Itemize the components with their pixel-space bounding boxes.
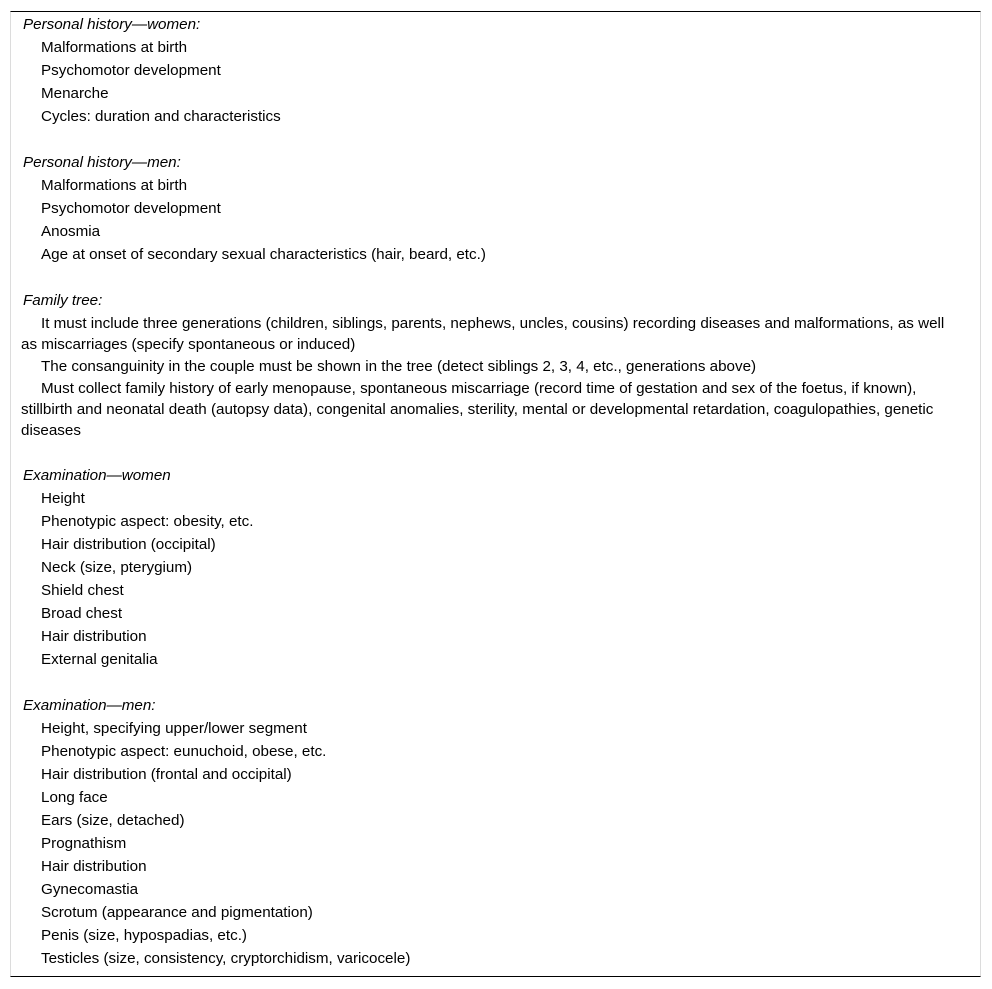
list-item: Hair distribution <box>41 858 147 875</box>
list-item: Cycles: duration and characteristics <box>41 108 281 125</box>
list-item: Height, specifying upper/lower segment <box>41 720 307 737</box>
list-item: Psychomotor development <box>41 62 221 79</box>
section-heading: Examination—men: <box>23 697 156 714</box>
list-item: Scrotum (appearance and pigmentation) <box>41 904 313 921</box>
list-item: Anosmia <box>41 223 101 240</box>
list-item: Malformations at birth <box>41 39 188 56</box>
list-item: Shield chest <box>41 582 124 599</box>
list-item: Hair distribution (frontal and occipital) <box>41 766 292 783</box>
section-personal-history-men <box>21 151 950 266</box>
list-item: Must collect family history of early menopause, spontaneous miscarriage (record time of gestation and sex of the foetus, if known), stillbirth and neonatal death (autopsy data), congenital anomalies, sterility, mental or developmental retardation, coagulopathies, genetic diseases <box>21 380 934 439</box>
list-item: Psychomotor development <box>41 200 221 217</box>
list-item: Height <box>41 490 85 507</box>
list-item: Testicles (size, consistency, cryptorchidism, varicocele) <box>41 950 411 967</box>
section-personal-history-women <box>21 13 950 128</box>
list-item: Menarche <box>41 85 109 102</box>
list-item: It must include three generations (children, siblings, parents, nephews, uncles, cousins) recording diseases and malformations, as well as miscarriages (specify spontaneous or induced) <box>21 315 945 353</box>
list-item: Gynecomastia <box>41 881 139 898</box>
list-item: Penis (size, hypospadias, etc.) <box>41 927 247 944</box>
list-item: Neck (size, pterygium) <box>41 559 193 576</box>
section-family-tree <box>21 289 950 441</box>
section-examination-men <box>21 694 950 970</box>
list-item: Phenotypic aspect: obesity, etc. <box>41 513 254 530</box>
list-item: Long face <box>41 789 108 806</box>
list-item: Phenotypic aspect: eunuchoid, obese, etc. <box>41 743 327 760</box>
section-heading: Examination—women <box>23 467 171 484</box>
list-item: Ears (size, detached) <box>41 812 185 829</box>
list-item: External genitalia <box>41 651 158 668</box>
section-heading: Family tree: <box>23 292 103 309</box>
section-examination-women <box>21 464 950 671</box>
list-item: Broad chest <box>41 605 123 622</box>
list-item: Malformations at birth <box>41 177 188 194</box>
list-item: The consanguinity in the couple must be shown in the tree (detect siblings 2, 3, 4, etc., generations above) <box>41 358 757 375</box>
list-item: Prognathism <box>41 835 127 852</box>
list-item: Age at onset of secondary sexual characteristics (hair, beard, etc.) <box>41 246 486 263</box>
list-item: Hair distribution <box>41 628 147 645</box>
list-item: Hair distribution (occipital) <box>41 536 216 553</box>
section-heading: Personal history—men: <box>23 154 181 171</box>
section-heading: Personal history—women: <box>23 16 201 33</box>
document-table <box>10 11 981 977</box>
